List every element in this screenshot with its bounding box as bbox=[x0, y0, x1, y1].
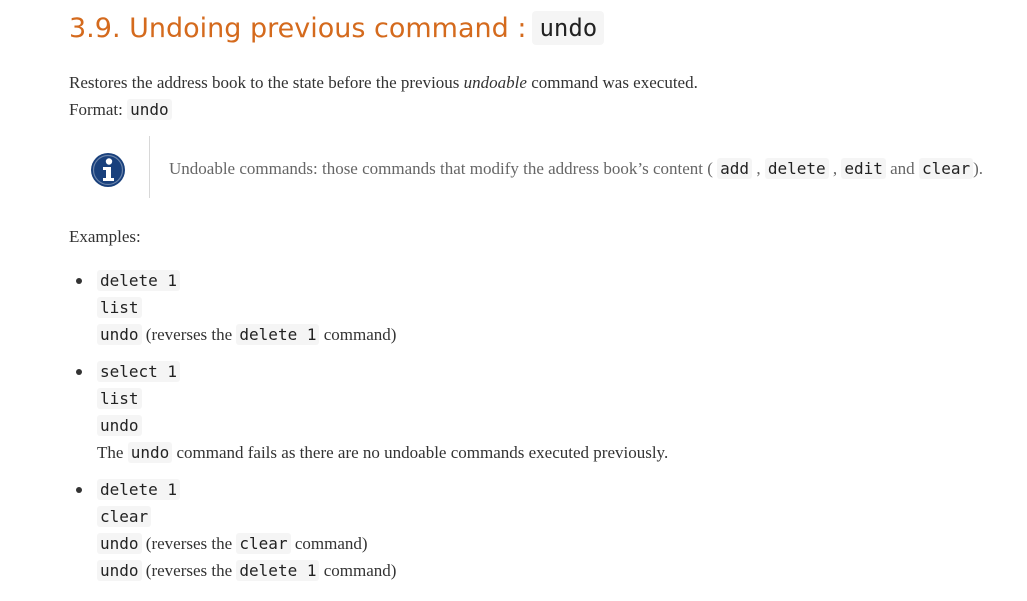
doc-section bbox=[69, 8, 1009, 580]
intro-emphasis: undoable bbox=[463, 73, 527, 92]
intro-paragraph bbox=[69, 69, 698, 96]
example-code: list bbox=[97, 297, 142, 318]
note-code-delete: delete bbox=[765, 158, 829, 179]
list-item bbox=[69, 476, 668, 584]
format-code: undo bbox=[127, 99, 172, 120]
note-suffix: ). bbox=[973, 159, 984, 178]
example-code: delete 1 bbox=[236, 324, 319, 345]
note-separator: , bbox=[832, 159, 838, 178]
note-separator: , bbox=[756, 159, 761, 178]
note-and: and bbox=[890, 159, 915, 178]
example-code: undo bbox=[97, 324, 142, 345]
heading-command-code: undo bbox=[532, 11, 604, 45]
example-text: command) bbox=[323, 561, 397, 580]
note-prefix: Undoable commands: those commands that modify the address book’s content ( bbox=[169, 159, 713, 178]
example-code: undo bbox=[97, 415, 142, 436]
example-code: select 1 bbox=[97, 361, 180, 382]
heading-text: 3.9. Undoing previous command : bbox=[69, 12, 527, 44]
example-text: (reverses the bbox=[145, 325, 233, 344]
example-text: command) bbox=[294, 534, 368, 553]
example-code: undo bbox=[97, 560, 142, 581]
example-code: undo bbox=[128, 442, 173, 463]
list-item bbox=[69, 358, 668, 466]
example-text: The bbox=[97, 443, 124, 462]
intro-text-after: command was executed. bbox=[526, 73, 698, 92]
example-code: list bbox=[97, 388, 142, 409]
intro-block bbox=[69, 69, 698, 123]
example-code: delete 1 bbox=[236, 560, 319, 581]
note-code-clear: clear bbox=[919, 158, 973, 179]
list-item bbox=[69, 267, 668, 348]
format-label: Format: bbox=[69, 100, 123, 119]
example-code: undo bbox=[97, 533, 142, 554]
example-text: command) bbox=[323, 325, 397, 344]
format-line bbox=[69, 96, 698, 123]
examples-label: Examples: bbox=[69, 227, 141, 246]
examples-list bbox=[69, 267, 668, 594]
intro-text-before: Restores the address book to the state before the previous bbox=[69, 73, 464, 92]
example-text: (reverses the bbox=[145, 561, 233, 580]
note-code-edit: edit bbox=[841, 158, 886, 179]
example-code: clear bbox=[97, 506, 151, 527]
example-code: delete 1 bbox=[97, 479, 180, 500]
admonition-text bbox=[169, 159, 983, 179]
example-text: (reverses the bbox=[145, 534, 233, 553]
example-code: delete 1 bbox=[97, 270, 180, 291]
info-admonition bbox=[69, 132, 989, 204]
note-code-add: add bbox=[717, 158, 752, 179]
section-heading bbox=[69, 8, 1009, 48]
admonition-divider bbox=[149, 136, 150, 198]
example-text: command fails as there are no undoable commands executed previously. bbox=[176, 443, 669, 462]
info-icon bbox=[90, 152, 126, 188]
example-code: clear bbox=[236, 533, 290, 554]
